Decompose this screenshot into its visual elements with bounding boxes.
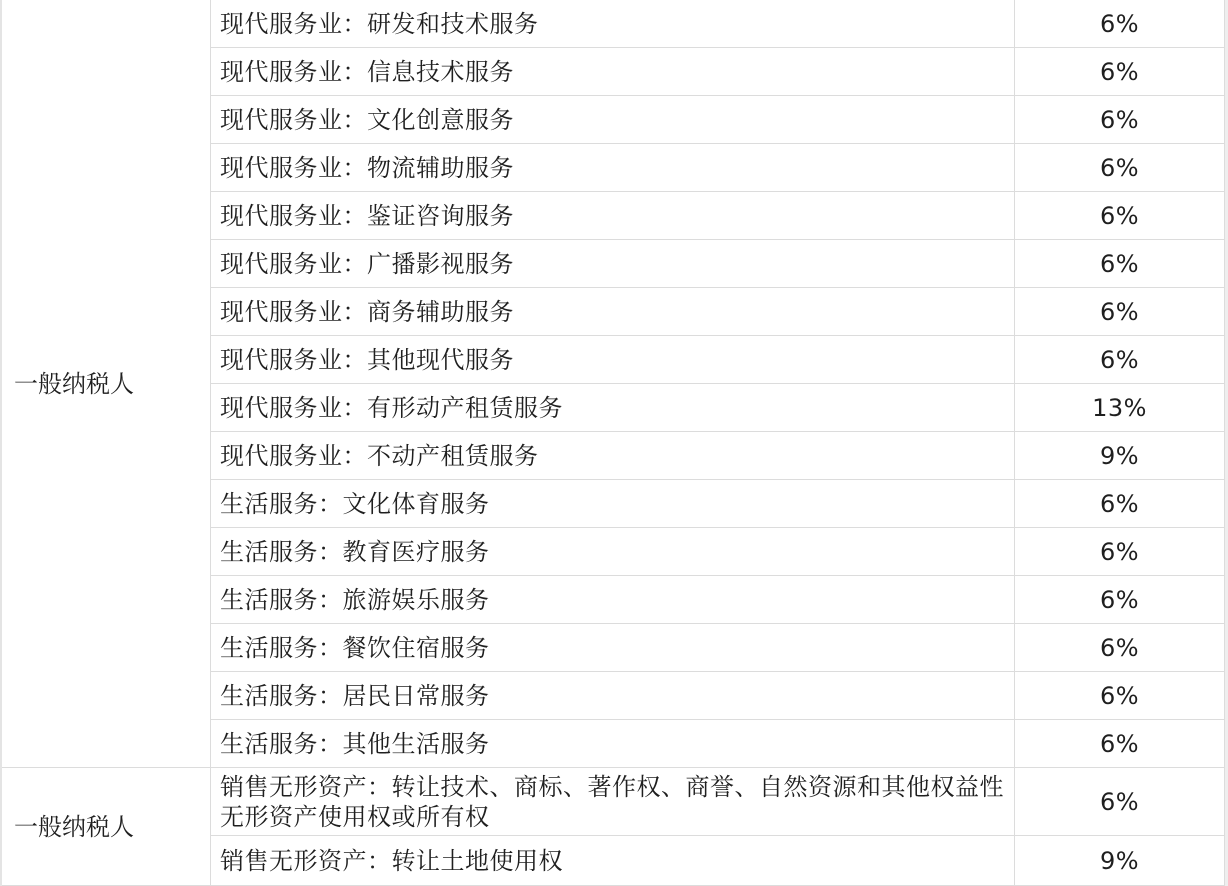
rate-cell-text: 9%	[1099, 846, 1140, 875]
category-cell[interactable]	[0, 768, 211, 886]
item-cell[interactable]	[211, 144, 1015, 192]
rate-cell-text: 6%	[1099, 297, 1140, 326]
item-cell-text: 现代服务业：有形动产租赁服务	[220, 393, 563, 422]
item-cell-text: 现代服务业：广播影视服务	[220, 249, 514, 278]
item-cell[interactable]	[211, 288, 1015, 336]
rate-cell-text: 6%	[1099, 249, 1140, 278]
item-cell-text: 现代服务业：商务辅助服务	[220, 297, 514, 326]
rate-cell-text: 9%	[1099, 441, 1140, 470]
item-cell[interactable]	[211, 720, 1015, 768]
item-cell-text: 生活服务：教育医疗服务	[220, 537, 490, 566]
rate-cell[interactable]	[1015, 96, 1225, 144]
rate-cell[interactable]	[1015, 336, 1225, 384]
item-cell[interactable]	[211, 192, 1015, 240]
item-cell[interactable]	[211, 0, 1015, 48]
rate-cell-text: 6%	[1099, 153, 1140, 182]
rate-cell[interactable]	[1015, 144, 1225, 192]
rate-cell-text: 6%	[1099, 787, 1140, 816]
item-cell[interactable]	[211, 432, 1015, 480]
rate-cell[interactable]	[1015, 672, 1225, 720]
rate-cell[interactable]	[1015, 528, 1225, 576]
item-cell-text: 现代服务业：鉴证咨询服务	[220, 201, 514, 230]
item-cell-text: 现代服务业：物流辅助服务	[220, 153, 514, 182]
item-cell[interactable]	[211, 384, 1015, 432]
item-cell-text: 现代服务业：信息技术服务	[220, 57, 514, 86]
rate-cell-text: 6%	[1099, 105, 1140, 134]
item-cell-text: 销售无形资产：转让技术、商标、著作权、商誉、自然资源和其他权益性无形资产使用权或所有权	[220, 772, 1004, 831]
rate-cell-text: 6%	[1099, 585, 1140, 614]
rate-cell[interactable]	[1015, 384, 1225, 432]
rate-cell-text: 13%	[1092, 393, 1147, 422]
category-cell[interactable]	[0, 0, 211, 768]
item-cell[interactable]	[211, 480, 1015, 528]
category-cell-text: 一般纳税人	[14, 812, 134, 841]
item-cell-text: 生活服务：餐饮住宿服务	[220, 633, 490, 662]
item-cell[interactable]	[211, 768, 1015, 836]
item-cell-text: 生活服务：旅游娱乐服务	[220, 585, 490, 614]
rate-cell[interactable]	[1015, 48, 1225, 96]
item-cell[interactable]	[211, 48, 1015, 96]
item-cell-text: 现代服务业：其他现代服务	[220, 345, 514, 374]
rate-cell-text: 6%	[1099, 57, 1140, 86]
rate-cell-text: 6%	[1099, 489, 1140, 518]
item-cell[interactable]	[211, 624, 1015, 672]
item-cell[interactable]	[211, 576, 1015, 624]
rate-cell[interactable]	[1015, 0, 1225, 48]
left-edge-divider	[0, 0, 2, 886]
item-cell[interactable]	[211, 672, 1015, 720]
rate-cell[interactable]	[1015, 288, 1225, 336]
rate-cell[interactable]	[1015, 480, 1225, 528]
item-cell[interactable]	[211, 240, 1015, 288]
item-cell-text: 生活服务：文化体育服务	[220, 489, 490, 518]
category-cell-text: 一般纳税人	[14, 369, 134, 398]
item-cell-text: 现代服务业：研发和技术服务	[220, 9, 539, 38]
rate-cell[interactable]	[1015, 192, 1225, 240]
rate-cell[interactable]	[1015, 624, 1225, 672]
item-cell-text: 销售无形资产：转让土地使用权	[220, 846, 563, 875]
rate-cell[interactable]	[1015, 576, 1225, 624]
rate-cell-text: 6%	[1099, 9, 1140, 38]
rate-cell[interactable]	[1015, 720, 1225, 768]
item-cell-text: 生活服务：其他生活服务	[220, 729, 490, 758]
item-cell[interactable]	[211, 836, 1015, 886]
rate-cell-text: 6%	[1099, 729, 1140, 758]
rate-cell[interactable]	[1015, 240, 1225, 288]
rate-cell-text: 6%	[1099, 633, 1140, 662]
rate-cell-text: 6%	[1099, 201, 1140, 230]
item-cell-text: 生活服务：居民日常服务	[220, 681, 490, 710]
item-cell[interactable]	[211, 336, 1015, 384]
rate-cell[interactable]	[1015, 768, 1225, 836]
item-cell-text: 现代服务业：不动产租赁服务	[220, 441, 539, 470]
rate-cell-text: 6%	[1099, 345, 1140, 374]
item-cell[interactable]	[211, 96, 1015, 144]
item-cell-text: 现代服务业：文化创意服务	[220, 105, 514, 134]
rate-cell-text: 6%	[1099, 537, 1140, 566]
rate-cell-text: 6%	[1099, 681, 1140, 710]
rate-cell[interactable]	[1015, 836, 1225, 886]
item-cell[interactable]	[211, 528, 1015, 576]
rate-cell[interactable]	[1015, 432, 1225, 480]
